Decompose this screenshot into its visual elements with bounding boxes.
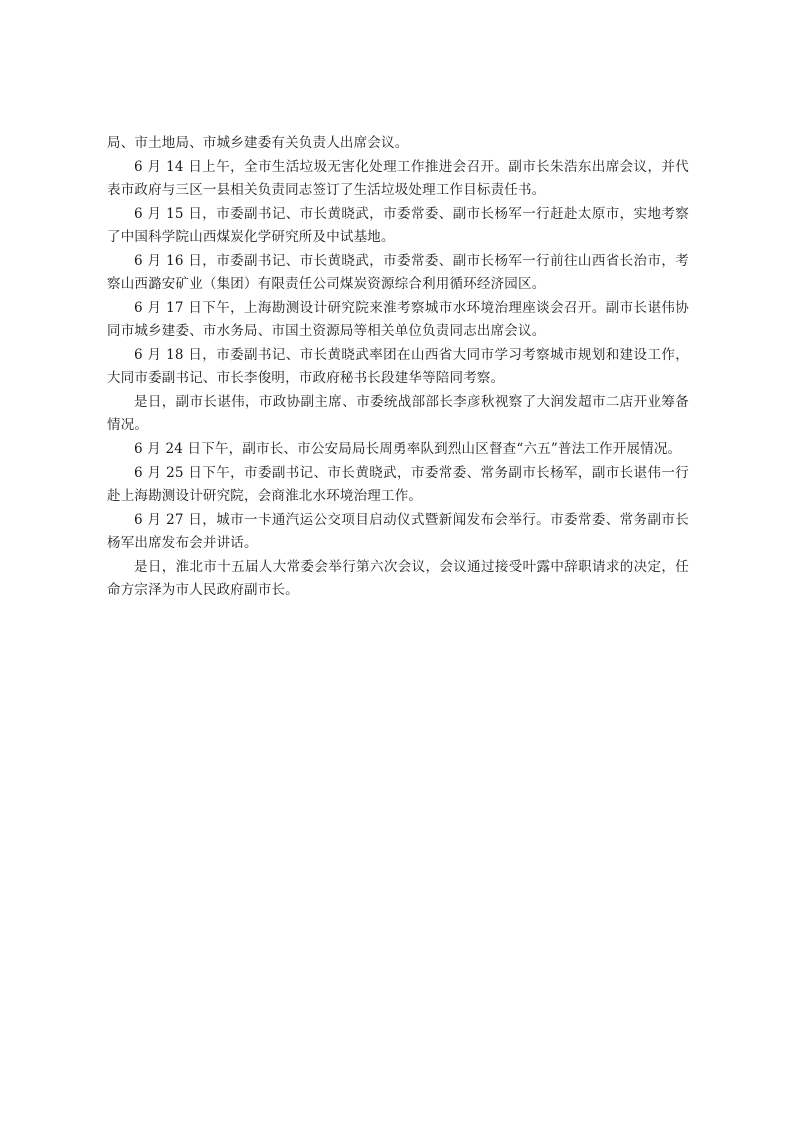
paragraph-june-25: 6 月 25 日下午，市委副书记、市长黄晓武，市委常委、常务副市长杨军，副市长谌伟一行赴上海勘测设计研究院，会商淮北水环境治理工作。 — [107, 465, 689, 504]
paragraph-june-27-same-day: 是日，淮北市十五届人大常委会举行第六次会议，会议通过接受叶露中辞职请求的决定，任命方宗泽为市人民政府副市长。 — [107, 559, 689, 598]
paragraph-june-18: 6 月 18 日，市委副书记、市长黄晓武率团在山西省大同市学习考察城市规划和建设工作，大同市委副书记、市长李俊明，市政府秘书长段建华等陪同考察。 — [107, 347, 689, 386]
document-body — [107, 132, 689, 603]
paragraph-june-14: 6 月 14 日上午，全市生活垃圾无害化处理工作推进会召开。副市长朱浩东出席会议，并代表市政府与三区一县相关负责同志签订了生活垃圾处理工作目标责任书。 — [107, 159, 689, 198]
paragraph-june-27: 6 月 27 日，城市一卡通汽运公交项目启动仪式暨新闻发布会举行。市委常委、常务副市长杨军出席发布会并讲话。 — [107, 512, 689, 551]
paragraph-june-24: 6 月 24 日下午，副市长、市公安局局长周勇率队到烈山区督查“六五”普法工作开展情况。 — [134, 441, 682, 457]
paragraph-june-16: 6 月 16 日，市委副书记、市长黄晓武，市委常委、副市长杨军一行前往山西省长治市，考察山西潞安矿业（集团）有限责任公司煤炭资源综合利用循环经济园区。 — [107, 253, 689, 292]
paragraph-continuation: 局、市土地局、市城乡建委有关负责人出席会议。 — [107, 135, 409, 151]
paragraph-june-17: 6 月 17 日下午，上海勘测设计研究院来淮考察城市水环境治理座谈会召开。副市长谌伟协同市城乡建委、市水务局、市国土资源局等相关单位负责同志出席会议。 — [107, 300, 689, 339]
paragraph-june-15: 6 月 15 日，市委副书记、市长黄晓武，市委常委、副市长杨军一行赶赴太原市，实地考察了中国科学院山西煤炭化学研究所及中试基地。 — [107, 206, 689, 245]
paragraph-june-18-same-day: 是日，副市长谌伟，市政协副主席、市委统战部部长李彦秋视察了大润发超市二店开业筹备情况。 — [107, 394, 689, 433]
